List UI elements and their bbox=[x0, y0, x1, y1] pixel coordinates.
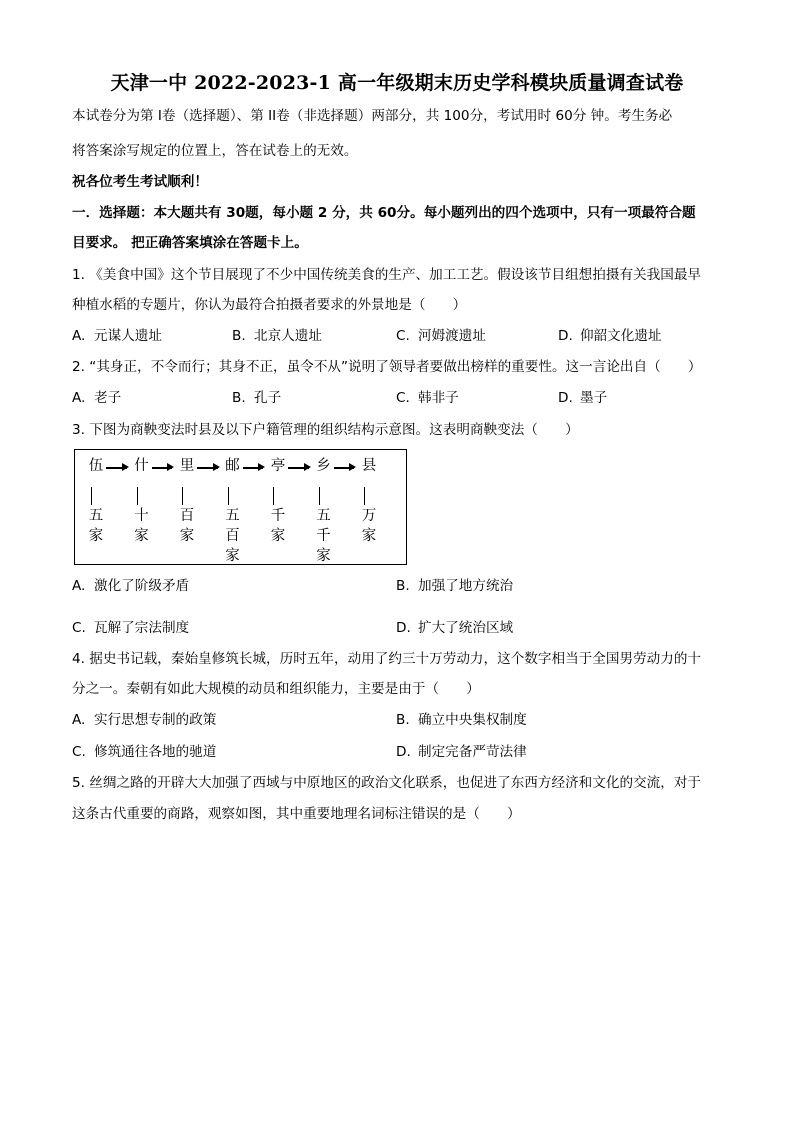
diagram-connector-line bbox=[228, 487, 229, 505]
diagram-arrow bbox=[243, 467, 264, 469]
diagram-arrow bbox=[197, 467, 218, 469]
diagram-household-count: 百 bbox=[225, 528, 240, 544]
q2-option-a[interactable]: A. 老子 bbox=[72, 390, 122, 406]
diagram-household-count: 万 bbox=[361, 508, 377, 524]
diagram-household-count: 十 bbox=[134, 508, 149, 524]
diagram-household-count: 家 bbox=[270, 528, 286, 544]
diagram-unit-name: 县 bbox=[361, 458, 377, 474]
diagram-unit-name: 里 bbox=[179, 458, 195, 474]
q3-option-b[interactable]: B. 加强了地方统治 bbox=[396, 578, 514, 594]
diagram-connector-line bbox=[91, 487, 92, 505]
diagram-connector-line bbox=[182, 487, 183, 505]
q4-stem-line-2: 分之一。秦朝有如此大规模的动员和组织能力，主要是由于（ ） bbox=[72, 681, 480, 697]
diagram-household-count: 家 bbox=[179, 528, 195, 544]
diagram-household-count: 家 bbox=[361, 528, 377, 544]
q2-option-d[interactable]: D. 墨子 bbox=[558, 390, 608, 406]
diagram-connector-line bbox=[137, 487, 138, 505]
q4-option-a[interactable]: A. 实行思想专制的政策 bbox=[72, 712, 217, 728]
diagram-household-count: 千 bbox=[270, 508, 286, 524]
q4-option-b[interactable]: B. 确立中央集权制度 bbox=[396, 712, 527, 728]
diagram-unit-name: 伍 bbox=[88, 458, 104, 474]
q4-stem-line-1: 4. 据史书记载，秦始皇修筑长城，历时五年，动用了约三十万劳动力，这个数字相当于全国男劳动力的十 bbox=[72, 651, 702, 667]
q2-option-b[interactable]: B. 孔子 bbox=[232, 390, 282, 406]
diagram-household-count: 五 bbox=[225, 508, 240, 524]
section-line-2: 目要求。 把正确答案填涂在答题卡上。 bbox=[72, 235, 308, 251]
q2-stem-line-1: 2. “其身正，不令而行；其身不正，虽令不从”说明了领导者要做出榜样的重要性。这一言论出自（ ） bbox=[72, 359, 702, 375]
diagram-connector-line bbox=[319, 487, 320, 505]
diagram-household-count: 千 bbox=[316, 528, 331, 544]
q3-option-d[interactable]: D. 扩大了统治区域 bbox=[396, 620, 514, 636]
diagram-arrow bbox=[288, 467, 309, 469]
q5-stem-line-2: 这条古代重要的商路，观察如图，其中重要地理名词标注错误的是（ ） bbox=[72, 806, 521, 822]
diagram-unit-name: 乡 bbox=[316, 458, 331, 474]
diagram-arrow bbox=[152, 467, 173, 469]
good-luck-line: 祝各位考生考试顺利！ bbox=[72, 174, 208, 190]
diagram-arrow bbox=[334, 467, 355, 469]
diagram-unit-name: 亭 bbox=[270, 458, 286, 474]
exam-title: 天津一中 2022-2023-1 高一年级期末历史学科模块质量调查试卷 bbox=[110, 72, 684, 94]
instructions-line-1: 本试卷分为第 I卷（选择题）、第 II卷（非选择题）两部分，共 100分，考试用时 60分 钟。考生务必 bbox=[72, 108, 673, 124]
household-organization-diagram bbox=[74, 449, 407, 565]
q4-option-c[interactable]: C. 修筑通往各地的驰道 bbox=[72, 744, 217, 760]
q1-option-b[interactable]: B. 北京人遗址 bbox=[232, 328, 322, 344]
diagram-household-count: 五 bbox=[88, 508, 104, 524]
q4-option-d[interactable]: D. 制定完备严苛法律 bbox=[396, 744, 527, 760]
diagram-household-count: 家 bbox=[88, 528, 104, 544]
diagram-household-count: 家 bbox=[134, 528, 149, 544]
q2-option-c[interactable]: C. 韩非子 bbox=[396, 390, 459, 406]
q1-option-c[interactable]: C. 河姆渡遗址 bbox=[396, 328, 486, 344]
q3-stem-line-1: 3. 下图为商鞅变法时县及以下户籍管理的组织结构示意图。这表明商鞅变法（ ） bbox=[72, 422, 579, 438]
q1-stem-line-1: 1. 《美食中国》这个节目展现了不少中国传统美食的生产、加工工艺。假设该节目组想拍摄有关我国最早 bbox=[72, 267, 702, 283]
diagram-household-count: 五 bbox=[316, 508, 331, 524]
instructions-line-2: 将答案涂写规定的位置上，答在试卷上的无效。 bbox=[72, 143, 358, 159]
q5-stem-line-1: 5. 丝绸之路的开辟大大加强了西域与中原地区的政治文化联系，也促进了东西方经济和文化的交流，对于 bbox=[72, 775, 702, 791]
q1-option-a[interactable]: A. 元谋人遗址 bbox=[72, 328, 162, 344]
diagram-household-count: 家 bbox=[225, 548, 240, 564]
diagram-unit-name: 什 bbox=[134, 458, 149, 474]
diagram-household-count: 百 bbox=[179, 508, 195, 524]
q3-option-a[interactable]: A. 激化了阶级矛盾 bbox=[72, 578, 190, 594]
diagram-household-count: 家 bbox=[316, 548, 331, 564]
q3-option-c[interactable]: C. 瓦解了宗法制度 bbox=[72, 620, 190, 636]
diagram-unit-name: 邮 bbox=[225, 458, 240, 474]
diagram-connector-line bbox=[364, 487, 365, 505]
q1-option-d[interactable]: D. 仰韶文化遗址 bbox=[558, 328, 662, 344]
diagram-connector-line bbox=[273, 487, 274, 505]
diagram-arrow bbox=[106, 467, 127, 469]
q1-stem-line-2: 种植水稻的专题片，你认为最符合拍摄者要求的外景地是（ ） bbox=[72, 297, 467, 313]
section-line-1: 一．选择题：本大题共有 30题，每小题 2 分，共 60分。每小题列出的四个选项中，只有一项最符合题 bbox=[72, 205, 696, 221]
